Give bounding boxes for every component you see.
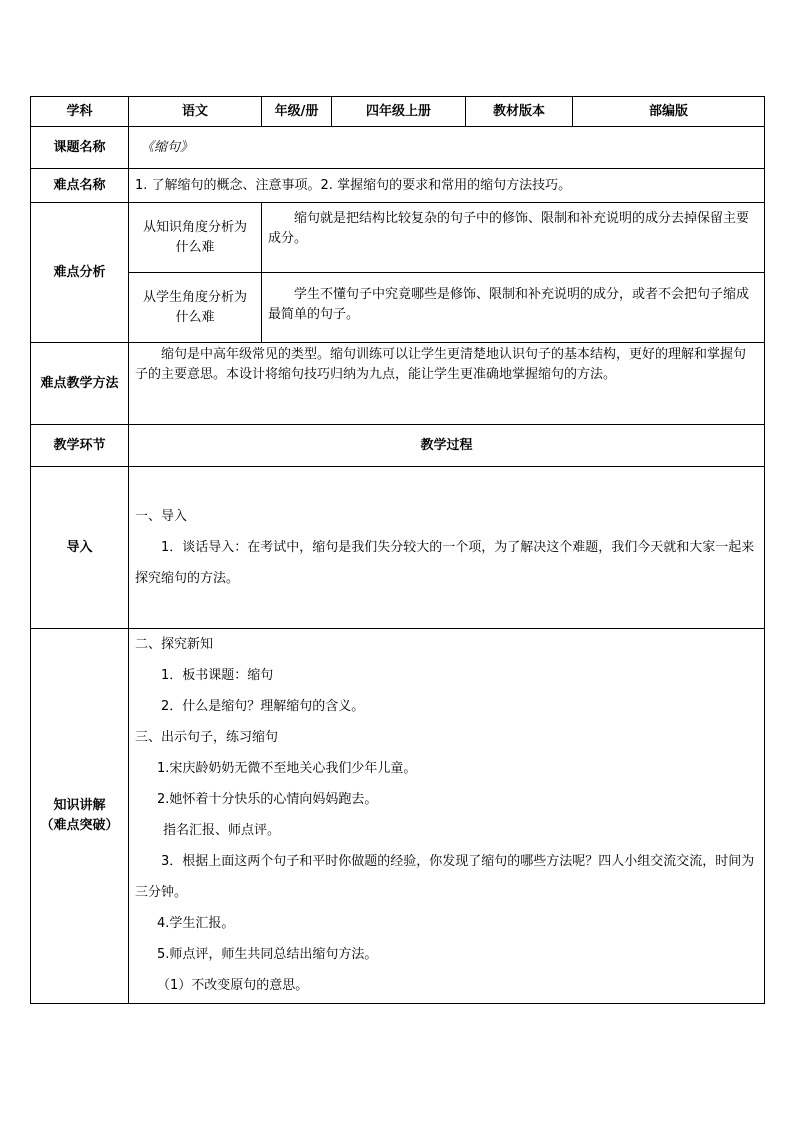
analysis-row-knowledge: [31, 203, 765, 273]
question-3: 3．根据上面这两个句子和平时你做题的经验，你发现了缩句的哪些方法呢？四人小组交流交流，时间为三分钟。: [135, 854, 755, 900]
intro-item-1: 1．谈话导入：在考试中，缩句是我们失分较大的一个项，为了解决这个难题，我们今天就和大家一起来探究缩句的方法。: [135, 540, 755, 586]
knowledge-label: [31, 629, 129, 1004]
header-row: [31, 97, 765, 127]
knowledge-row: [31, 629, 765, 1004]
lesson-plan-table: [30, 96, 765, 1004]
difficulty-row: [31, 169, 765, 203]
intro-content: [129, 467, 765, 629]
title-value: 《缩句》: [129, 127, 765, 169]
step-what-is: 2．什么是缩句？理解缩句的含义。: [161, 699, 365, 714]
analysis-label: 难点分析: [31, 203, 129, 343]
intro-label: 导入: [31, 467, 129, 629]
edition-label: 教材版本: [466, 97, 573, 127]
knowledge-angle-label: 从知识角度分析为什么难: [129, 203, 262, 273]
difficulty-value: 1. 了解缩句的概念、注意事项。2. 掌握缩句的要求和常用的缩句方法技巧。: [129, 169, 765, 203]
sentence-1: 1.宋庆龄奶奶无微不至地关心我们少年儿童。: [157, 761, 417, 776]
intro-row: [31, 467, 765, 629]
knowledge-content: [129, 629, 765, 1004]
student-angle-label: 从学生角度分析为什么难: [129, 273, 262, 343]
subject-value: 语文: [129, 97, 262, 127]
step-board-title: 1．板书课题：缩句: [161, 668, 274, 683]
method-label: 难点教学方法: [31, 343, 129, 425]
method-text: 缩句是中高年级常见的类型。缩句训练可以让学生更清楚地认识句子的基本结构，更好的理解和掌握句子的主要意思。本设计将缩句技巧归纳为九点，能让学生更准确地掌握缩句的方法。: [129, 343, 765, 425]
analysis-row-student: [31, 273, 765, 343]
title-row: [31, 127, 765, 169]
subject-label: 学科: [31, 97, 129, 127]
stage-header: 教学环节: [31, 425, 129, 467]
knowledge-angle-text: 缩句就是把结构比较复杂的句子中的修饰、限制和补充说明的成分去掉保留主要成分。: [262, 203, 765, 273]
process-header-row: [31, 425, 765, 467]
grade-value: 四年级上册: [332, 97, 466, 127]
question-5: 5.师点评，师生共同总结出缩句方法。: [157, 947, 378, 962]
sentence-2: 2.她怀着十分快乐的心情向妈妈跑去。: [157, 792, 378, 807]
edition-value: 部编版: [573, 97, 765, 127]
report-note: 指名汇报、师点评。: [163, 823, 281, 838]
method-row: [31, 343, 765, 425]
student-angle-text: 学生不懂句子中究竟哪些是修饰、限制和补充说明的成分，或者不会把句子缩成最简单的句子。: [262, 273, 765, 343]
knowledge-label-line2: （难点突破）: [40, 818, 119, 833]
section-2-heading: 二、探究新知: [135, 637, 214, 652]
process-header: 教学过程: [129, 425, 765, 467]
question-4: 4.学生汇报。: [157, 916, 235, 931]
title-label: 课题名称: [31, 127, 129, 169]
grade-label: 年级/册: [262, 97, 332, 127]
intro-heading: 一、导入: [135, 509, 188, 524]
difficulty-label: 难点名称: [31, 169, 129, 203]
method-point-1: （1）不改变原句的意思。: [157, 978, 309, 993]
knowledge-label-line1: 知识讲解: [53, 798, 106, 813]
section-3-heading: 三、出示句子，练习缩句: [135, 730, 279, 745]
